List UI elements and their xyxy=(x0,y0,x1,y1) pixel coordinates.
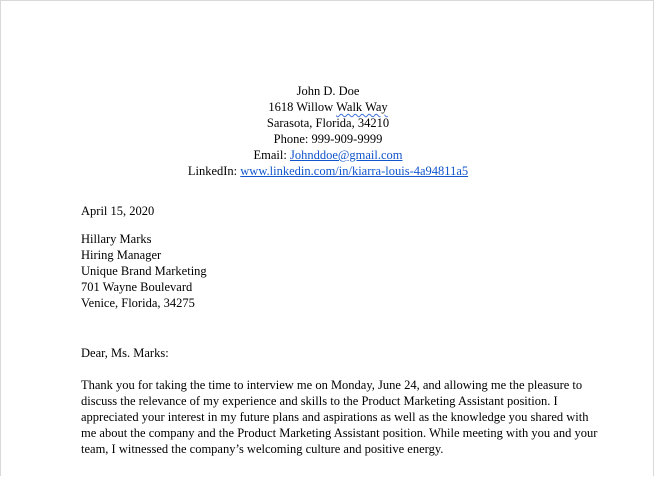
recipient-city: Venice, Florida, 34275 xyxy=(81,296,195,310)
recipient-street: 701 Wayne Boulevard xyxy=(81,280,193,294)
sender-city: Sarasota, Florida, 34210 xyxy=(266,116,390,130)
linkedin-link[interactable]: www.linkedin.com/in/kiarra-louis-4a94811a5 xyxy=(240,164,469,178)
recipient-block xyxy=(81,231,207,311)
sender-phone: Phone: 999-909-9999 xyxy=(273,132,383,146)
sender-address-prefix: 1618 Willow xyxy=(268,100,337,114)
sender-name: John D. Doe xyxy=(296,84,360,98)
sender-email-line xyxy=(1,147,654,163)
salutation: Dear, Ms. Marks: xyxy=(81,346,169,360)
recipient-company: Unique Brand Marketing xyxy=(81,264,207,278)
letter-header xyxy=(1,83,654,179)
email-link[interactable]: Johnddoe@gmail.com xyxy=(289,148,403,162)
spellcheck-flagged-text[interactable]: Walk Way xyxy=(336,100,388,114)
email-label: Email: xyxy=(253,148,290,162)
recipient-title: Hiring Manager xyxy=(81,248,162,262)
body-paragraph: Thank you for taking the time to interview me on Monday, June 24, and allowing me the pleasure to discuss the relevance of my experience and skills to the Product Marketing Assistant position. I appreciated your interest in my future plans and aspirations as well as the knowledge you shared with me about the company and the Product Marketing Assistant position. While meeting with you and your team, I witnessed the company’s welcoming culture and positive energy. xyxy=(81,378,598,456)
linkedin-label: LinkedIn: xyxy=(187,164,241,178)
recipient-name: Hillary Marks xyxy=(81,232,152,246)
letter-date: April 15, 2020 xyxy=(81,204,155,218)
sender-address xyxy=(1,99,654,115)
sender-linkedin-line xyxy=(1,163,654,179)
